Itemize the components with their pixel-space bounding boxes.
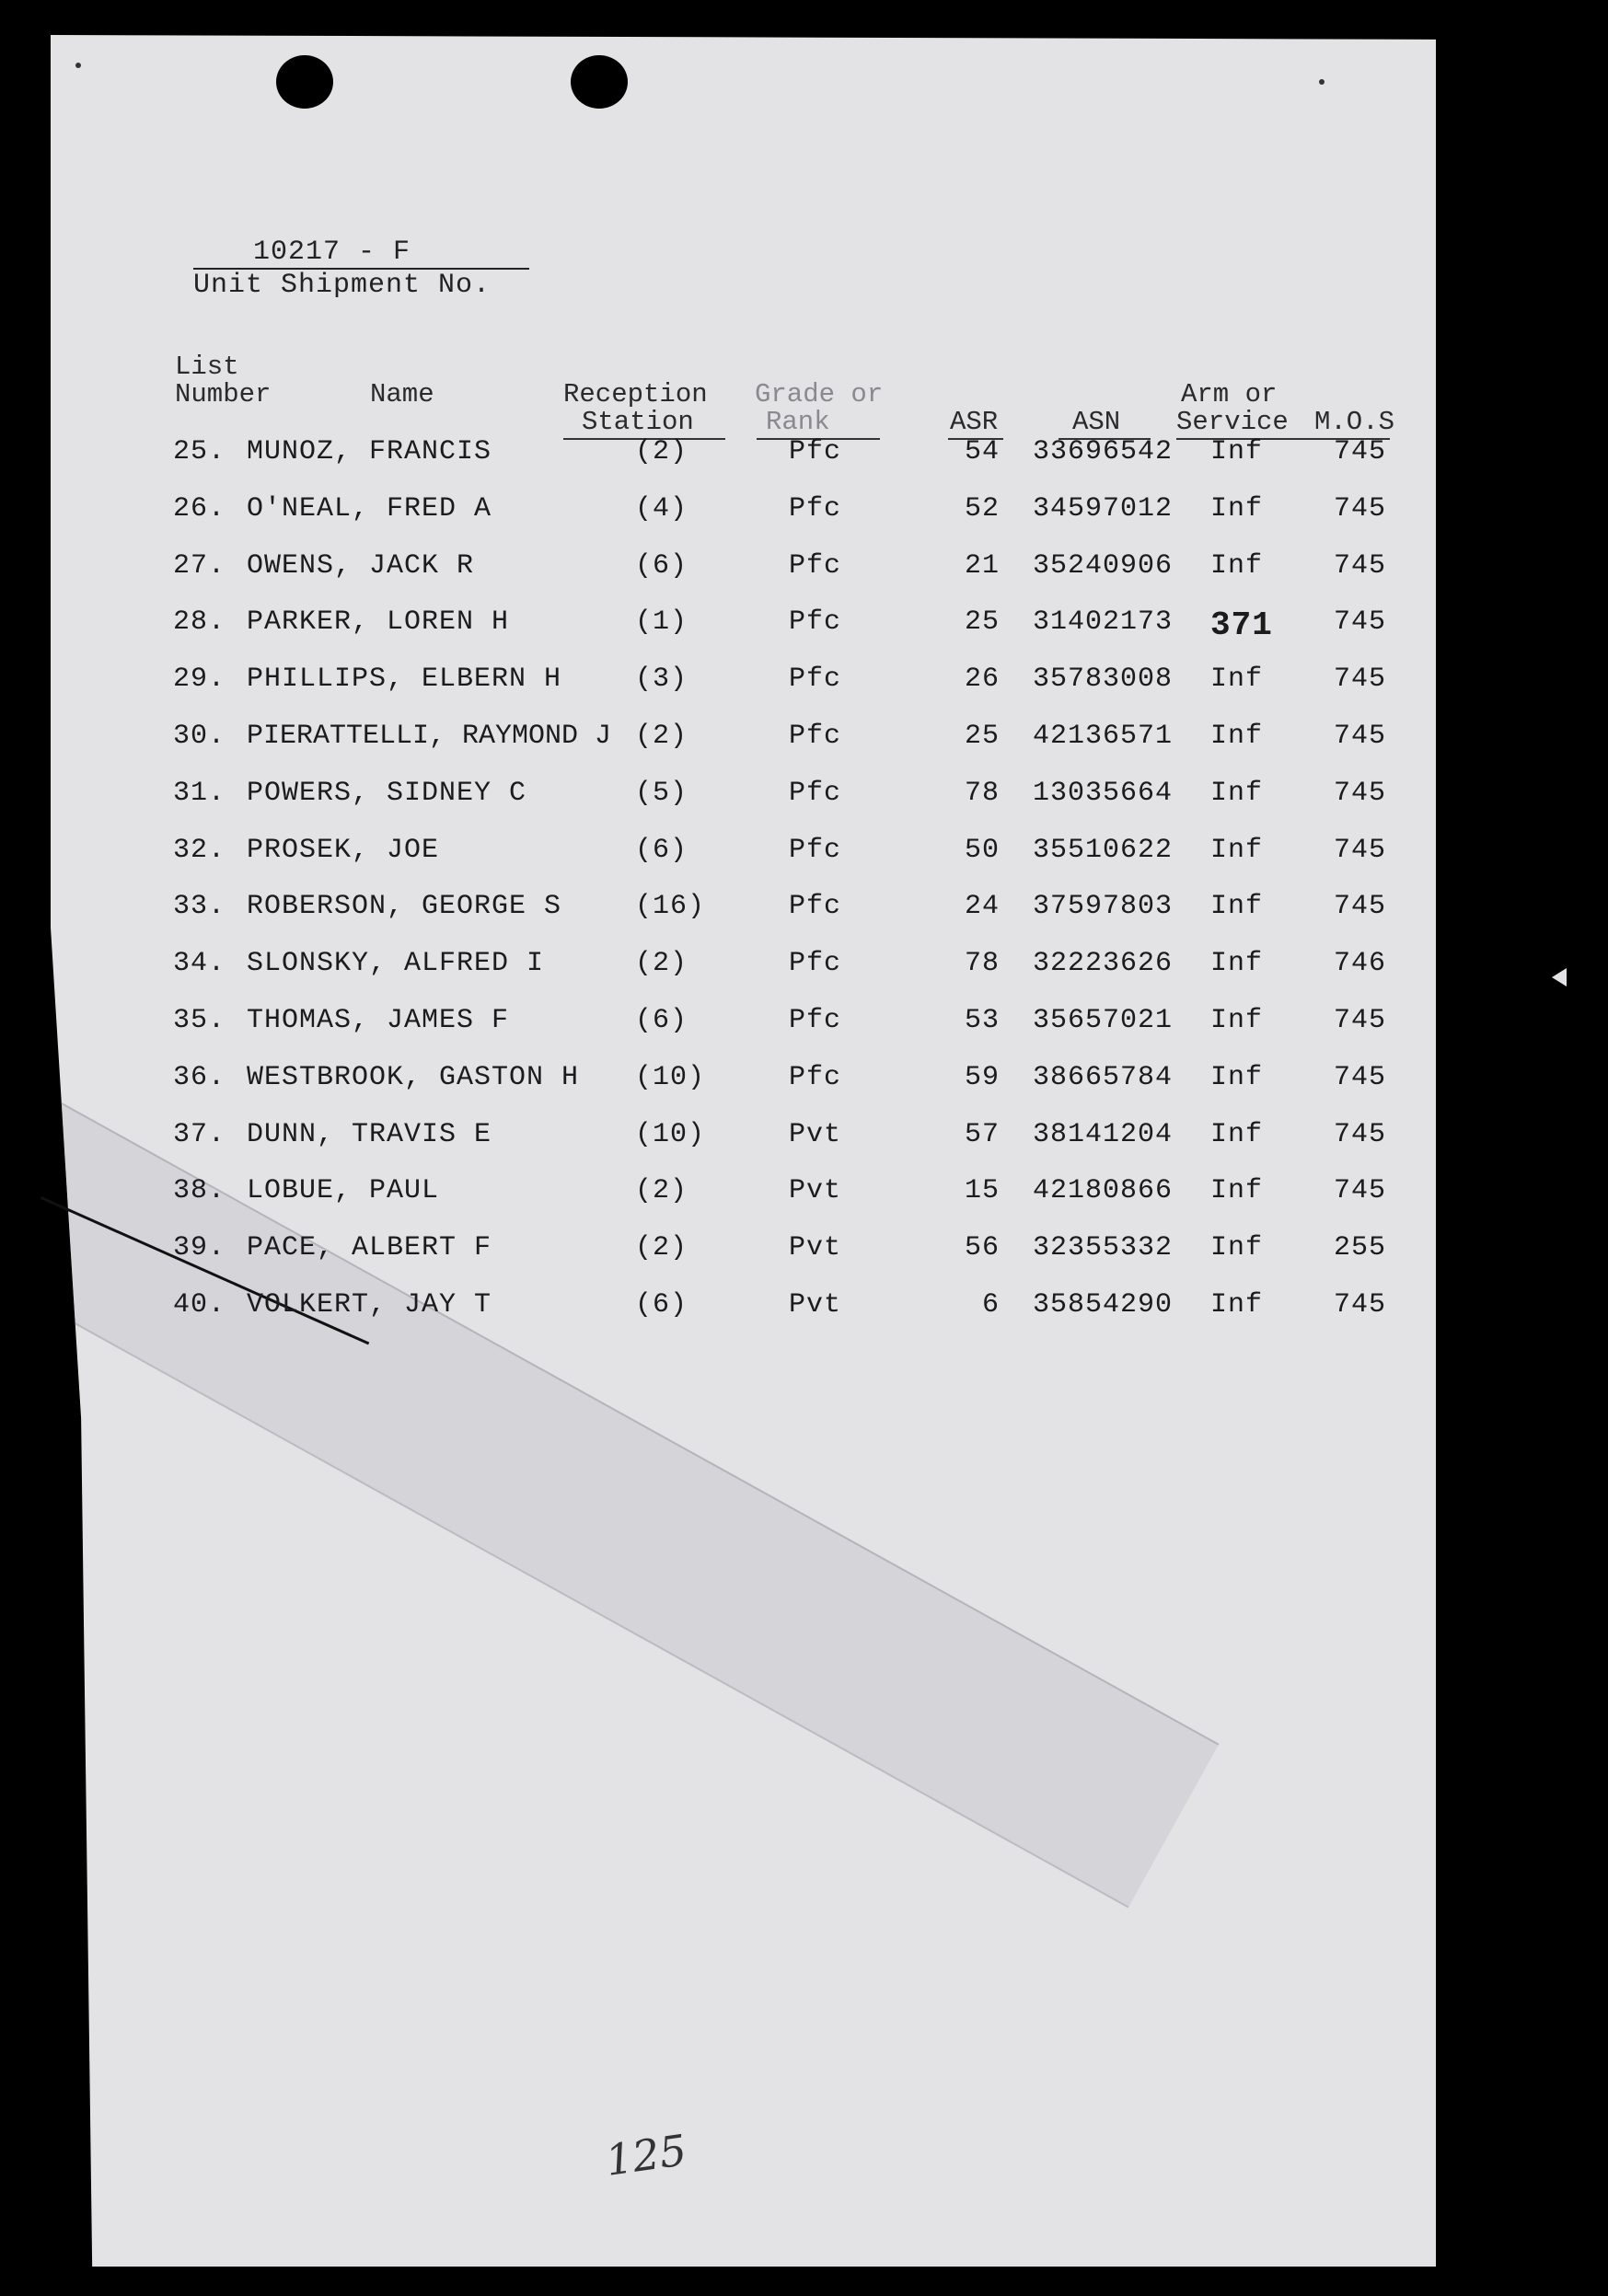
- table-row: [0, 891, 1608, 928]
- shipment-number: 10217 - F: [193, 237, 529, 270]
- cell-asn: 32355332: [1033, 1232, 1174, 1264]
- cell-asn: 35240906: [1033, 549, 1174, 582]
- header-rank: Rank: [766, 407, 830, 437]
- cell-station: (5): [635, 777, 688, 809]
- cell-num: 37.: [173, 1118, 226, 1150]
- table-row: [0, 1005, 1608, 1042]
- cell-asn: 35854290: [1033, 1289, 1174, 1321]
- cell-name: MUNOZ, FRANCIS: [247, 436, 492, 467]
- header-arm-or: Arm or: [1181, 379, 1278, 410]
- cell-station: (10): [635, 1061, 706, 1093]
- cell-station: (1): [635, 606, 688, 639]
- cell-num: 30.: [173, 721, 226, 752]
- cell-arm: Inf: [1210, 663, 1264, 696]
- header-service: Service: [1176, 407, 1289, 437]
- cell-arm: Inf: [1210, 777, 1264, 809]
- header-reception-station: [563, 381, 708, 436]
- cell-station: (4): [635, 492, 688, 525]
- cell-station: (16): [635, 891, 706, 923]
- header-list-number: [175, 353, 271, 409]
- cell-asr: 15: [964, 1175, 1000, 1207]
- cell-grade: Pvt: [789, 1175, 842, 1207]
- header-arm-service: [1176, 381, 1289, 436]
- header-list: List: [175, 352, 239, 382]
- cell-asr: 54: [964, 436, 1000, 467]
- cell-station: (10): [635, 1118, 706, 1150]
- cell-num: 35.: [173, 1005, 226, 1036]
- cell-station: (2): [635, 1232, 688, 1264]
- shipment-label: Unit Shipment No.: [193, 270, 492, 301]
- cell-asr: 26: [964, 663, 1000, 696]
- table-row: [0, 1119, 1608, 1156]
- table-row: [0, 550, 1608, 587]
- punch-hole-right: [571, 55, 628, 109]
- cell-grade: Pfc: [789, 834, 842, 866]
- header-grade: [755, 381, 883, 436]
- unit-shipment-block: [193, 237, 529, 301]
- cell-arm: Inf: [1210, 549, 1264, 582]
- cell-mos: 745: [1334, 436, 1387, 467]
- cell-grade: Pfc: [789, 436, 842, 467]
- cell-station: (6): [635, 549, 688, 582]
- cell-asn: 38141204: [1033, 1118, 1174, 1150]
- cell-arm: 371: [1210, 606, 1273, 645]
- cell-asn: 35657021: [1033, 1005, 1174, 1036]
- cell-num: 32.: [173, 834, 226, 866]
- table-row: [0, 835, 1608, 871]
- cell-name: OWENS, JACK R: [247, 549, 475, 582]
- cell-name: PROSEK, JOE: [247, 834, 440, 866]
- cell-num: 27.: [173, 549, 226, 582]
- cell-num: 29.: [173, 663, 226, 696]
- table-row: [0, 721, 1608, 757]
- cell-grade: Pfc: [789, 492, 842, 525]
- handwritten-note: 125: [602, 2125, 690, 2186]
- header-grade-or: Grade or: [755, 379, 884, 410]
- table-row: [0, 436, 1608, 473]
- cell-num: 40.: [173, 1289, 226, 1321]
- cell-asr: 56: [964, 1232, 1000, 1264]
- cell-arm: Inf: [1210, 436, 1264, 467]
- header-mos: M.O.S: [1314, 407, 1395, 437]
- table-row: [0, 493, 1608, 530]
- cell-grade: Pfc: [789, 663, 842, 696]
- cell-grade: Pfc: [789, 891, 842, 923]
- speck: [75, 63, 81, 68]
- cell-mos: 745: [1334, 1118, 1387, 1150]
- table-row: [0, 948, 1608, 985]
- cell-name: THOMAS, JAMES F: [247, 1005, 510, 1036]
- cell-asr: 53: [964, 1005, 1000, 1036]
- cell-station: (6): [635, 1005, 688, 1036]
- cell-mos: 745: [1334, 721, 1387, 752]
- cell-num: 25.: [173, 436, 226, 467]
- cell-arm: Inf: [1210, 948, 1264, 980]
- cell-name: DUNN, TRAVIS E: [247, 1118, 492, 1150]
- cell-mos: 745: [1334, 492, 1387, 525]
- cell-station: (6): [635, 1289, 688, 1321]
- cell-name: PACE, ALBERT F: [247, 1232, 492, 1264]
- cell-station: (2): [635, 721, 688, 752]
- header-asn: ASN: [1072, 407, 1121, 437]
- cell-num: 31.: [173, 777, 226, 809]
- cell-num: 36.: [173, 1061, 226, 1093]
- cell-name: WESTBROOK, GASTON H: [247, 1061, 580, 1093]
- cell-asr: 52: [964, 492, 1000, 525]
- cell-grade: Pvt: [789, 1118, 842, 1150]
- cell-asn: 13035664: [1033, 777, 1174, 809]
- cell-grade: Pfc: [789, 721, 842, 752]
- cell-asn: 37597803: [1033, 891, 1174, 923]
- header-asr: ASR: [950, 407, 999, 437]
- table-row: [0, 1232, 1608, 1269]
- cell-asn: 42136571: [1033, 721, 1174, 752]
- cell-num: 26.: [173, 492, 226, 525]
- cell-station: (2): [635, 948, 688, 980]
- cell-mos: 745: [1334, 1005, 1387, 1036]
- cell-arm: Inf: [1210, 1061, 1264, 1093]
- cell-asn: 35510622: [1033, 834, 1174, 866]
- cell-num: 34.: [173, 948, 226, 980]
- cell-asr: 78: [964, 777, 1000, 809]
- table-row: [0, 663, 1608, 700]
- table-row: [0, 1062, 1608, 1099]
- cell-arm: Inf: [1210, 1289, 1264, 1321]
- cell-arm: Inf: [1210, 834, 1264, 866]
- table-row: [0, 606, 1608, 643]
- cell-asr: 6: [981, 1289, 1000, 1321]
- cell-mos: 745: [1334, 834, 1387, 866]
- cell-name: PIERATTELLI, RAYMOND J: [247, 721, 612, 752]
- cell-name: LOBUE, PAUL: [247, 1175, 440, 1207]
- cell-arm: Inf: [1210, 1118, 1264, 1150]
- cell-grade: Pvt: [789, 1232, 842, 1264]
- cell-grade: Pfc: [789, 606, 842, 639]
- cell-asr: 78: [964, 948, 1000, 980]
- cell-name: O'NEAL, FRED A: [247, 492, 492, 525]
- cell-num: 28.: [173, 606, 226, 639]
- cell-asn: 35783008: [1033, 663, 1174, 696]
- header-reception: Reception: [563, 379, 708, 410]
- header-name: Name: [370, 379, 434, 410]
- cell-asn: 32223626: [1033, 948, 1174, 980]
- cell-grade: Pfc: [789, 1005, 842, 1036]
- cell-asr: 50: [964, 834, 1000, 866]
- cell-num: 38.: [173, 1175, 226, 1207]
- cell-name: VOLKERT, JAY T: [247, 1289, 492, 1321]
- cell-asr: 59: [964, 1061, 1000, 1093]
- header-number: Number: [175, 379, 272, 410]
- cell-arm: Inf: [1210, 1005, 1264, 1036]
- cell-mos: 746: [1334, 948, 1387, 980]
- cell-station: (3): [635, 663, 688, 696]
- cell-arm: Inf: [1210, 891, 1264, 923]
- cell-asn: 42180866: [1033, 1175, 1174, 1207]
- cell-name: PHILLIPS, ELBERN H: [247, 663, 562, 696]
- cell-mos: 745: [1334, 1175, 1387, 1207]
- cell-station: (2): [635, 436, 688, 467]
- cell-name: SLONSKY, ALFRED I: [247, 948, 545, 980]
- cell-mos: 745: [1334, 1289, 1387, 1321]
- cell-grade: Pfc: [789, 549, 842, 582]
- table-row: [0, 778, 1608, 814]
- cell-arm: Inf: [1210, 721, 1264, 752]
- cell-name: POWERS, SIDNEY C: [247, 777, 527, 809]
- cell-grade: Pvt: [789, 1289, 842, 1321]
- table-row: [0, 1289, 1608, 1326]
- cell-mos: 745: [1334, 549, 1387, 582]
- cell-name: ROBERSON, GEORGE S: [247, 891, 562, 923]
- cell-mos: 745: [1334, 663, 1387, 696]
- cell-grade: Pfc: [789, 948, 842, 980]
- cell-asr: 25: [964, 721, 1000, 752]
- cell-mos: 745: [1334, 777, 1387, 809]
- speck: [1319, 79, 1325, 85]
- header-station: Station: [582, 407, 694, 437]
- cell-mos: 745: [1334, 891, 1387, 923]
- cell-arm: Inf: [1210, 492, 1264, 525]
- cell-asn: 38665784: [1033, 1061, 1174, 1093]
- table-row: [0, 1175, 1608, 1212]
- cell-asn: 33696542: [1033, 436, 1174, 467]
- cell-arm: Inf: [1210, 1175, 1264, 1207]
- cell-asn: 34597012: [1033, 492, 1174, 525]
- cell-name: PARKER, LOREN H: [247, 606, 510, 639]
- cell-mos: 745: [1334, 1061, 1387, 1093]
- cell-station: (6): [635, 834, 688, 866]
- cell-asr: 57: [964, 1118, 1000, 1150]
- cell-num: 39.: [173, 1232, 226, 1264]
- cell-grade: Pfc: [789, 1061, 842, 1093]
- cell-num: 33.: [173, 891, 226, 923]
- cell-asr: 21: [964, 549, 1000, 582]
- punch-hole-left: [276, 55, 333, 109]
- cell-asn: 31402173: [1033, 606, 1174, 639]
- cell-mos: 255: [1334, 1232, 1387, 1264]
- cell-asr: 25: [964, 606, 1000, 639]
- cell-asr: 24: [964, 891, 1000, 923]
- cell-grade: Pfc: [789, 777, 842, 809]
- cell-mos: 745: [1334, 606, 1387, 639]
- cell-arm: Inf: [1210, 1232, 1264, 1264]
- cell-station: (2): [635, 1175, 688, 1207]
